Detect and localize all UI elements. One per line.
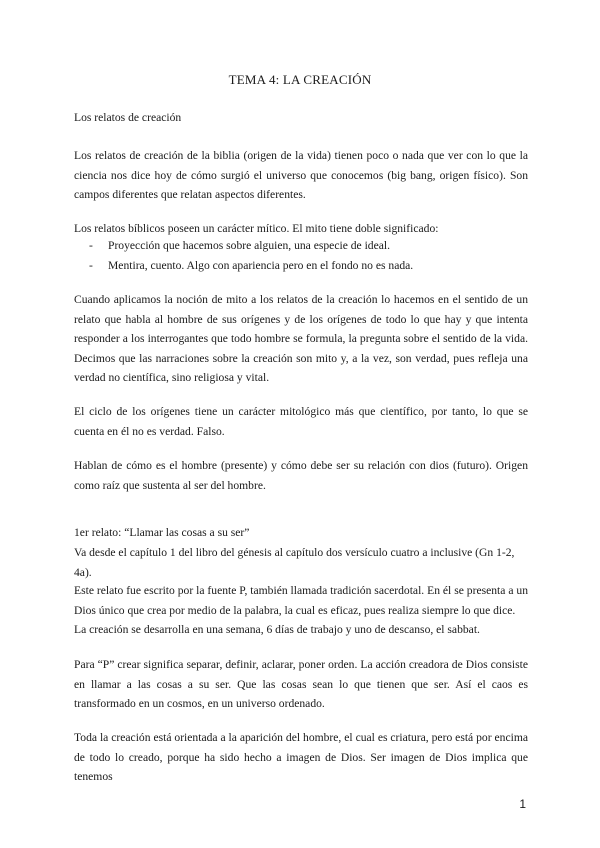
page-number: 1 (519, 797, 526, 811)
paragraph-5: Hablan de cómo es el hombre (presente) y cómo debe ser su relación con dios (futuro). Origen como raíz que sustenta al ser del hombre. (74, 459, 528, 492)
section-heading: Los relatos de creación (74, 111, 182, 124)
myth-meaning-list (89, 236, 529, 275)
paragraph-4: El ciclo de los orígenes tiene un carácter mitológico más que científico, por tanto, lo que se cuenta en él no es verdad. Falso. (74, 405, 528, 438)
paragraph-2: Los relatos bíblicos poseen un carácter mítico. El mito tiene doble significado: (74, 222, 439, 235)
relato-title: 1er relato: “Llamar las cosas a su ser” (74, 526, 250, 539)
page-title: TEMA 4: LA CREACIÓN (228, 72, 372, 87)
relato-subtitle: Va desde el capítulo 1 del libro del génesis al capítulo dos versículo cuatro a inclusive (Gn 1-2, 4a). (74, 546, 515, 579)
paragraph-7: Para “P” crear significa separar, definir, aclarar, poner orden. La acción creadora de Dios consiste en llamar a las cosas a su ser. Que las cosas sean lo que tienen que ser. Así el caos es transformado en un cosmos, en un universo ordenado. (74, 658, 528, 710)
list-item: - Mentira, cuento. Algo con apariencia pero en el fondo no es nada. (89, 258, 414, 272)
paragraph-6: Este relato fue escrito por la fuente P, también llamada tradición sacerdotal. En él se presenta a un Dios único que crea por medio de la palabra, la cual es eficaz, pues realiza siempre lo que dice. (74, 584, 528, 617)
paragraph-8: Toda la creación está orientada a la aparición del hombre, el cual es criatura, pero está por encima de todo lo creado, porque ha sido hecho a imagen de Dios. Ser imagen de Dios implica que tenemos (74, 731, 528, 783)
paragraph-6b: La creación se desarrolla en una semana, 6 días de trabajo y uno de descanso, el sabbat. (74, 623, 480, 636)
list-item: - Proyección que hacemos sobre alguien, una especie de ideal. (89, 239, 391, 252)
paragraph-3: Cuando aplicamos la noción de mito a los relatos de la creación lo hacemos en el sentido de un relato que habla al hombre de sus orígenes y de los orígenes de todo lo que hay y que intenta responder a los interrogantes que todo hombre se formula, la pregunta sobre el sentido de la vida. Decimos que las narraciones sobre la creación son mito y, a la vez, son verdad, pues refleja una verdad no científica, sino religiosa y vital. (74, 293, 528, 384)
paragraph-1: Los relatos de creación de la biblia (origen de la vida) tienen poco o nada que ver con lo que la ciencia nos dice hoy de cómo surgió el universo que conocemos (big bang, origen físico). Son campos diferentes que relatan aspectos diferentes. (74, 149, 528, 201)
